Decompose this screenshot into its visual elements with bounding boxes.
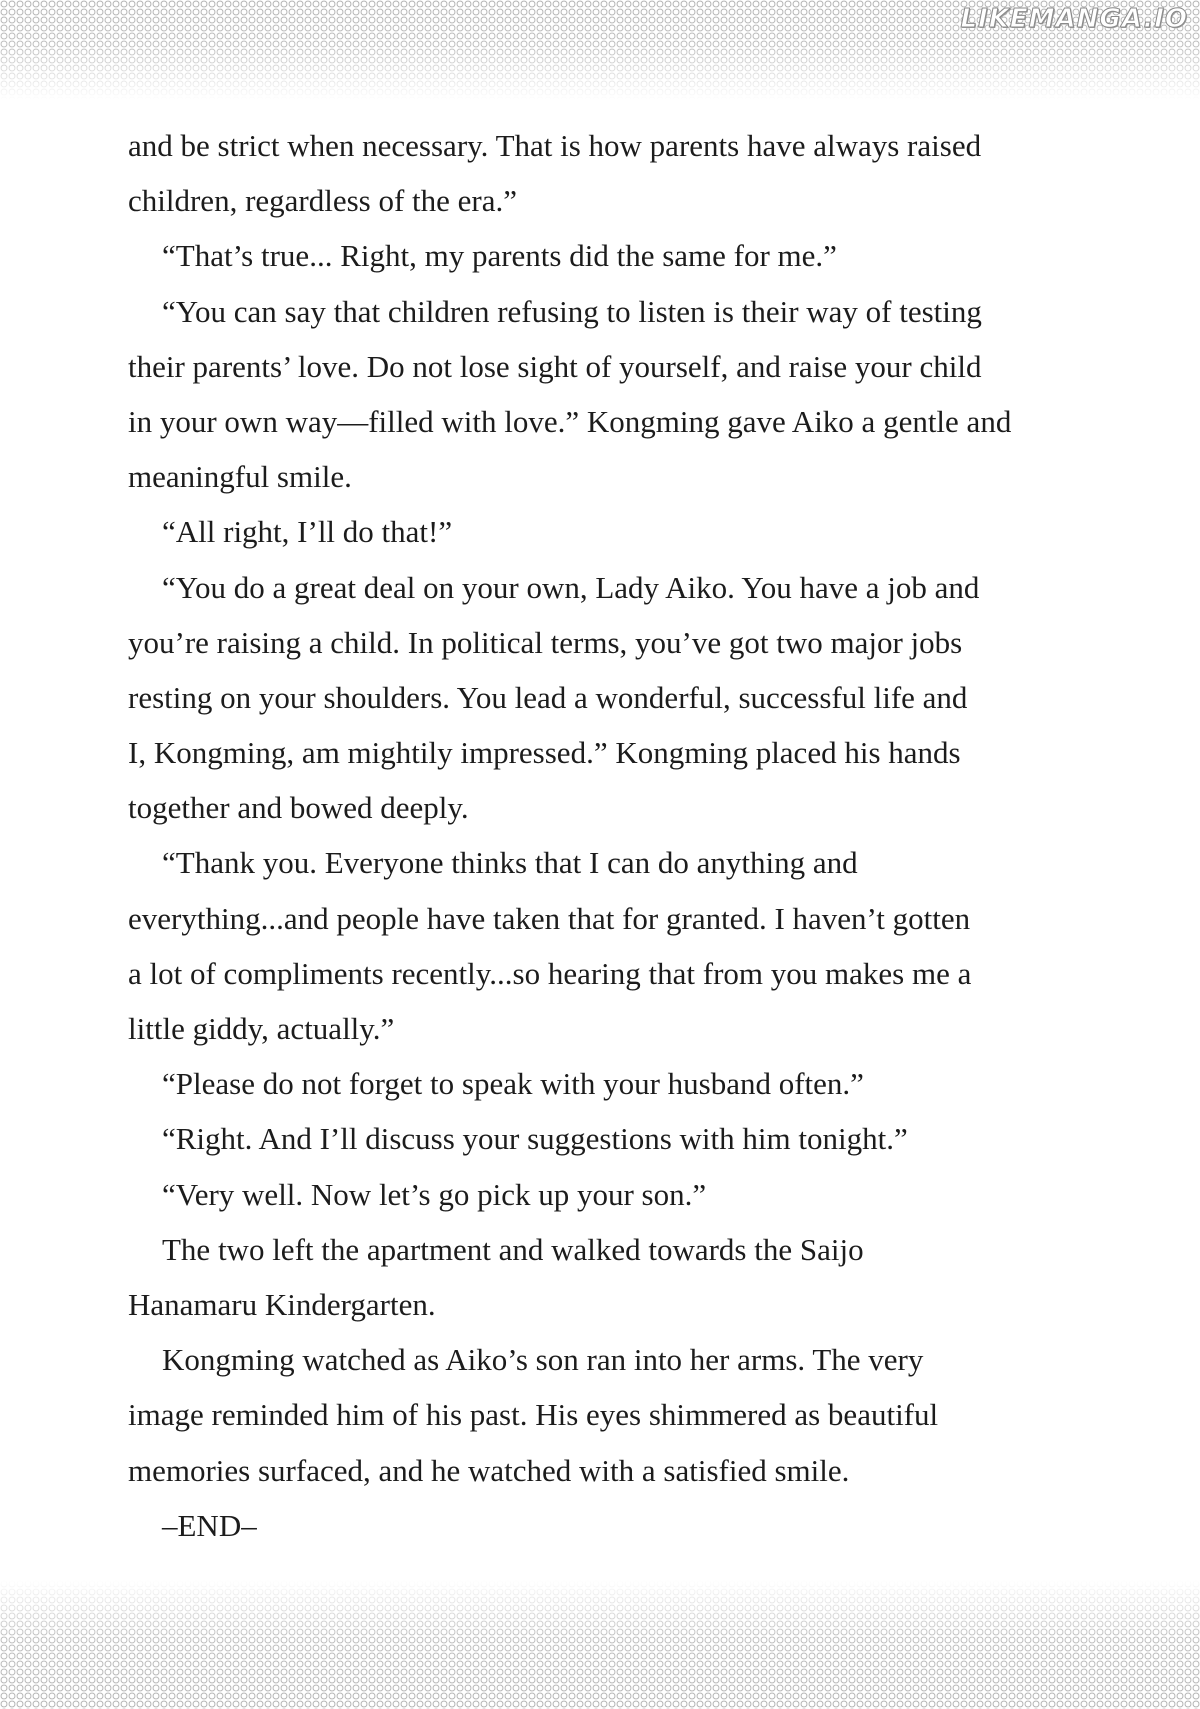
bottom-pattern-border (0, 1580, 1200, 1709)
text-line: resting on your shoulders. You lead a wonderful, successful life and (128, 679, 968, 715)
text-line: “You do a great deal on your own, Lady Aiko. You have a job and (162, 569, 980, 605)
text-line: and be strict when necessary. That is how parents have always raised (128, 128, 982, 163)
text-line: The two left the apartment and walked towards the Saijo (162, 1231, 864, 1267)
text-line: a lot of compliments recently...so hearing that from you makes me a (128, 955, 972, 991)
text-line: everything...and people have taken that for granted. I haven’t gotten (128, 900, 971, 936)
text-line: children, regardless of the era.” (128, 183, 518, 219)
text-line: their parents’ love. Do not lose sight of yourself, and raise your child (128, 348, 982, 384)
text-line: together and bowed deeply. (128, 790, 469, 826)
text-line: image reminded him of his past. His eyes shimmered as beautiful (128, 1397, 939, 1433)
text-line: memories surfaced, and he watched with a satisfied smile. (128, 1452, 850, 1488)
text-line: “Very well. Now let’s go pick up your son.” (162, 1176, 707, 1212)
text-line: “All right, I’ll do that!” (162, 514, 453, 550)
text-line: “Thank you. Everyone thinks that I can do anything and (162, 845, 858, 881)
text-line: I, Kongming, am mightily impressed.” Kongming placed his hands (128, 735, 961, 771)
text-line: “That’s true... Right, my parents did the same for me.” (162, 238, 837, 274)
text-line: “Right. And I’ll discuss your suggestions with him tonight.” (162, 1121, 908, 1157)
end-marker: –END– (162, 1507, 257, 1543)
text-line: Kongming watched as Aiko’s son ran into her arms. The very (162, 1342, 924, 1378)
page-text (128, 118, 1128, 1553)
watermark: LIKEMANGA.IO (960, 4, 1188, 34)
text-line: little giddy, actually.” (128, 1011, 395, 1046)
text-line: you’re raising a child. In political terms, you’ve got two major jobs (128, 624, 963, 660)
text-line: Hanamaru Kindergarten. (128, 1286, 436, 1322)
text-line: “Please do not forget to speak with your husband often.” (162, 1066, 864, 1102)
text-line: “You can say that children refusing to listen is their way of testing (162, 293, 982, 329)
text-line: in your own way—filled with love.” Kongming gave Aiko a gentle and (128, 403, 1012, 439)
text-line: meaningful smile. (128, 459, 352, 495)
